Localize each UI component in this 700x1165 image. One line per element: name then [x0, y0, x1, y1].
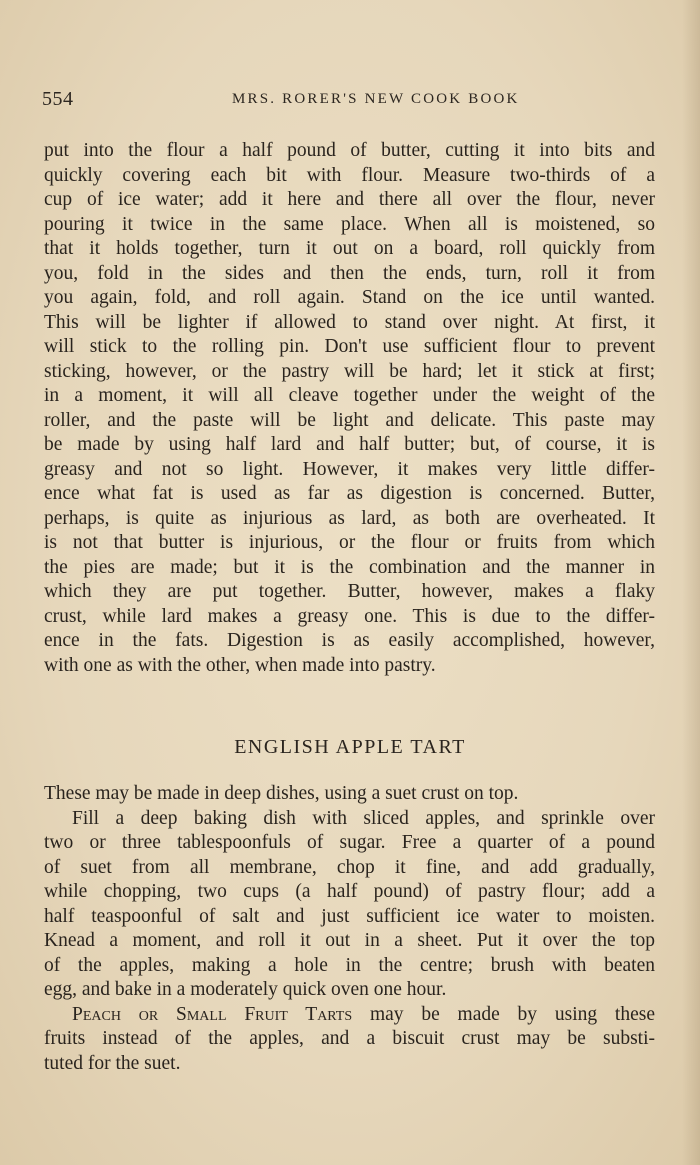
- text-line: tuted for the suet.: [44, 1052, 181, 1074]
- text-line: in a moment, it will all cleave together under the weight of the: [44, 385, 655, 406]
- text-line: while chopping, two cups (a half pound) of pastry flour; add a: [44, 881, 655, 902]
- text-line: be made by using half lard and half butter; but, of course, it is: [44, 434, 655, 455]
- text-line: [44, 1003, 655, 1028]
- text-line: with one as with the other, when made into pastry.: [44, 654, 436, 676]
- section-heading: ENGLISH APPLE TART: [234, 736, 466, 758]
- text-line: crust, while lard makes a greasy one. This is due to the differ-: [44, 605, 655, 627]
- apple-tart-text: [44, 782, 655, 1076]
- text-line: of the apples, making a hole in the centre; brush with beaten: [44, 954, 655, 976]
- running-title: MRS. RORER'S NEW COOK BOOK: [232, 91, 520, 107]
- text-line: will stick to the rolling pin. Don't use sufficient flour to prevent: [44, 336, 655, 357]
- text-line: which they are put together. Butter, however, makes a flaky: [44, 581, 655, 602]
- text-line: cup of ice water; add it here and there all over the flour, never: [44, 189, 655, 210]
- text-line: that it holds together, turn it out on a board, roll quickly from: [44, 238, 655, 259]
- text-line: put into the flour a half pound of butter, cutting it into bits and: [44, 140, 655, 161]
- tarts-lead-smallcaps: Peach or Small Fruit Tarts: [72, 1003, 353, 1025]
- text-line: quickly covering each bit with flour. Measure two-thirds of a: [44, 164, 655, 186]
- text-line: ence in the fats. Digestion is as easily accomplished, however,: [44, 630, 655, 651]
- text-line: perhaps, is quite as injurious as lard, as both are overheated. It: [44, 507, 655, 529]
- text-line: This will be lighter if allowed to stand over night. At first, it: [44, 311, 655, 333]
- text-line: roller, and the paste will be light and delicate. This paste may: [44, 409, 655, 431]
- text-line: greasy and not so light. However, it makes very little differ-: [44, 458, 655, 480]
- page-number: 554: [42, 88, 74, 110]
- text-line: sticking, however, or the pastry will be hard; let it stick at first;: [44, 360, 655, 382]
- text-line: Fill a deep baking dish with sliced apples, and sprinkle over: [72, 807, 655, 829]
- text-line: you, fold in the sides and then the ends, turn, roll it from: [44, 262, 655, 284]
- text-line: of suet from all membrane, chop it fine, and add gradually,: [44, 856, 655, 878]
- text-line: Knead a moment, and roll it out in a sheet. Put it over the top: [44, 930, 655, 951]
- text-line: two or three tablespoonfuls of sugar. Free a quarter of a pound: [44, 832, 655, 853]
- page-header: [42, 88, 652, 118]
- text-line: the pies are made; but it is the combination and the manner in: [44, 556, 655, 578]
- pastry-paragraph: [44, 139, 655, 678]
- text-line: pouring it twice in the same place. When all is moistened, so: [44, 213, 655, 235]
- page-edge-shadow: [682, 0, 700, 1165]
- text-line: egg, and bake in a moderately quick oven one hour.: [44, 979, 447, 1000]
- text-fragment: may be made by using these: [352, 1003, 655, 1025]
- text-line: you again, fold, and roll again. Stand on the ice until wanted.: [44, 287, 655, 308]
- text-line: ence what fat is used as far as digestion is concerned. Butter,: [44, 483, 655, 504]
- section-intro: These may be made in deep dishes, using a suet crust on top.: [44, 783, 519, 804]
- text-line: half teaspoonful of salt and just sufficient ice water to moisten.: [44, 905, 655, 927]
- text-line: is not that butter is injurious, or the flour or fruits from which: [44, 532, 655, 553]
- text-line: fruits instead of the apples, and a biscuit crust may be substi-: [44, 1028, 655, 1049]
